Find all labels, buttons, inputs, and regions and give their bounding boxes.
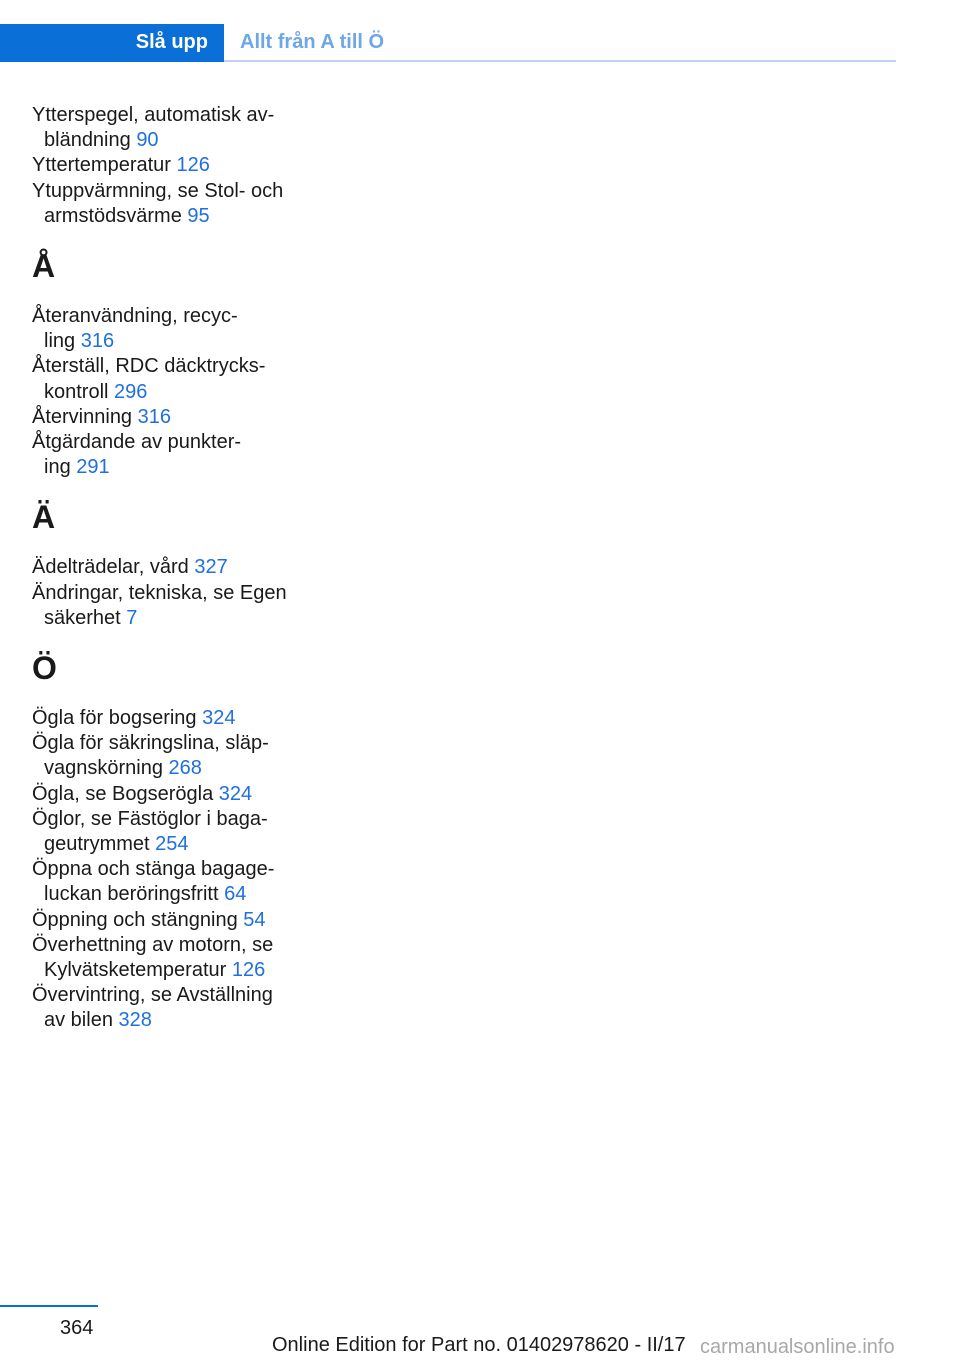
index-entry-continuation: bländning	[44, 129, 131, 152]
index-entry-continuation: luckan beröringsfritt	[44, 883, 219, 906]
index-entry-text: Yttertemperatur	[32, 154, 171, 177]
index-entry-continuation: Kylvätsketemperatur	[44, 959, 227, 982]
index-entry-continuation: armstödsvärme	[44, 204, 182, 227]
index-entry-continuation: kontroll	[44, 380, 109, 403]
index-entry	[32, 179, 302, 229]
index-page-link[interactable]: 291	[76, 456, 110, 479]
index-page-link[interactable]: 64	[224, 883, 247, 906]
index-entry-text: Återvinning	[32, 405, 133, 428]
index-entry	[32, 581, 302, 631]
index-page-link[interactable]: 54	[243, 908, 266, 931]
index-entry	[32, 807, 302, 857]
index-entry-continuation: geutrymmet	[44, 833, 150, 856]
index-page-link[interactable]: 316	[137, 405, 171, 428]
index-entry	[32, 706, 302, 731]
index-entry	[32, 354, 302, 404]
index-entry-text: Ögla för säkringslina, släp-	[32, 732, 269, 755]
index-entry	[32, 933, 302, 983]
index-entry-text: Övervintring, se Avställning	[32, 984, 273, 1007]
tab-a-to-z[interactable]	[224, 24, 896, 62]
index-letter-heading: Å	[32, 248, 56, 285]
index-letter-heading: Ö	[32, 650, 57, 687]
index-entry-text: Ytuppvärmning, se Stol- och	[32, 179, 284, 202]
index-page-link[interactable]: 324	[202, 707, 236, 730]
edition-text: Online Edition for Part no. 01402978620 - II/17	[272, 1334, 686, 1356]
footer-divider	[0, 1305, 98, 1307]
index-entry	[32, 153, 302, 178]
index-entry-text: Återställ, RDC däcktrycks-	[32, 355, 266, 378]
index-page-link[interactable]: 254	[155, 833, 189, 856]
index-entry-continuation: vagnskörning	[44, 757, 163, 780]
index-page-link[interactable]: 296	[114, 380, 148, 403]
index-page-link[interactable]: 95	[187, 204, 210, 227]
index-page-link[interactable]: 126	[176, 154, 210, 177]
index-entry-text: Ögla för bogsering	[32, 707, 197, 730]
index-entry	[32, 304, 302, 354]
index-entry	[32, 103, 302, 153]
index-entry	[32, 555, 302, 580]
watermark: carmanualsonline.info	[700, 1336, 895, 1358]
tab-lookup-label: Slå upp	[135, 31, 208, 53]
index-entry-text: Ändringar, tekniska, se Egen	[32, 581, 287, 604]
index-page-link[interactable]: 90	[136, 129, 159, 152]
index-entry-text: Överhettning av motorn, se	[32, 933, 274, 956]
index-entry-text: Öppna och stänga bagage-	[32, 858, 275, 881]
index-entry-text: Ögla, se Bogserögla	[32, 782, 214, 805]
index-entry-continuation: säkerhet	[44, 606, 121, 629]
index-entry-continuation: ing	[44, 456, 71, 479]
index-entry-text: Ytterspegel, automatisk av-	[32, 104, 275, 126]
index-page-link[interactable]: 268	[168, 757, 202, 780]
index-entry-text: Öglor, se Fästöglor i baga-	[32, 807, 268, 830]
index-page-link[interactable]: 316	[80, 330, 115, 353]
index-entry	[32, 782, 302, 807]
index-entry	[32, 731, 302, 781]
index-letter-heading: Ä	[32, 499, 56, 536]
index-page-link[interactable]: 324	[218, 782, 253, 805]
top-navigation	[0, 0, 960, 62]
index-entry-continuation: ling	[44, 330, 76, 353]
tab-a-to-z-label: Allt från A till Ö	[240, 31, 385, 53]
index-page-link[interactable]: 327	[194, 556, 228, 579]
tab-lookup[interactable]	[0, 24, 224, 62]
index-entry	[32, 983, 302, 1033]
index-entry	[32, 857, 302, 907]
index-entry	[32, 430, 302, 480]
index-page-link[interactable]: 328	[118, 1009, 152, 1032]
index-entry-continuation: av bilen	[44, 1009, 113, 1032]
index-page-link[interactable]: 7	[126, 606, 138, 629]
index-entry-text: Öppning och stängning	[32, 908, 238, 931]
index-entry-text: Återanvändning, recyc-	[32, 305, 238, 328]
index-entry-text: Åtgärdande av punkter-	[32, 431, 242, 454]
index-entry	[32, 405, 302, 430]
index-entry-text: Ädelträdelar, vård	[32, 556, 189, 579]
index-column	[32, 103, 302, 1034]
index-entry	[32, 908, 302, 933]
page-number: 364	[60, 1317, 94, 1339]
index-page-link[interactable]: 126	[231, 959, 266, 982]
